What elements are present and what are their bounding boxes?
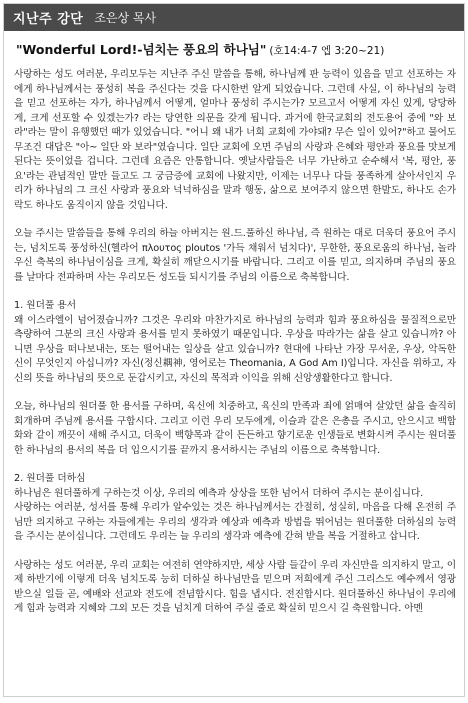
- pastor-name: 조은상 목사: [94, 11, 157, 25]
- section-heading-forgiveness: 1. 원더풀 용서: [14, 300, 76, 311]
- sermon-body: [14, 68, 456, 617]
- paragraph-intro: 사랑하는 성도 여러분, 우리모두는 지난주 주신 말씀을 통해, 하나님께 판 능력이 있음을 믿고 선포하는 자에게 하나님께서는 풍성히 복을 주신다는 것을 다시한번 알게 되었습니다. 그런데 사실, 이 하나님의 능력을 믿고 선포하는 자가, 하나님께서 어떻게, 얼마나 풍성히 주시는가? 모르고서 어떻게 자신 있게, 당당하게, 크게 선포할 수 있겠는가? 라는 당연한 의문을 갖게 됩니다. 과거에 한국교회의 전도용어 중에 "와 보라"라는 말이 유행했던 때가 있었습니다. "어니 왜 내가 너희 교회에 가야돼? 무슨 일이 있어?"하고 물어도 무조건 대답은 "아~ 일단 와 보라"였습니다. 일단 교회에 오면 주님의 사랑과 은혜와 평안과 풍요를 맛보게 된다는 뜻이었을 겁니다. 그런데 요즘은 안통합니다. 옛날사람들은 너무 가난하고 순수해서 '복, 평안, 풍요'라는 관념적인 말만 들고도 그 궁금증에 교회에 나왔지만, 이제는 너무나 다들 풍족하게 살아서인지 우리가 하나님의 그 크신 사랑과 풍요와 넉넉하심을 말과 행동, 삶으로 보여주지 않으면 한발도, 하나도 손가락도 하나도 움직이지 않을 것입니다.: [14, 69, 456, 211]
- sermon-page: [3, 3, 465, 697]
- paragraph-abundance-intro: 하나님은 원더풀하게 구하는것 이상, 우리의 예측과 상상을 또한 넘어서 더하여 주시는 분이십니다.: [14, 487, 424, 499]
- scripture-reference: (호14:4-7 엡 3:20~21): [269, 45, 385, 57]
- sermon-title-text: "Wonderful Lord!-넘치는 풍요의 하나님": [16, 42, 267, 57]
- paragraph-message: 오늘 주시는 말씀들을 통해 우리의 하늘 아버지는 원.드.풀하신 하나님, 즉 원하는 대로 더욱더 풍요어 주시는, 넘치도록 풍성하신(헬라어 πλουτος ploutos '가득 채워서 넘치다)', 무한한, 풍요로움의 하나님, 놀라우신 축복의 하나님이심을 크게, 확실히 깨닫으시기를 바랍니다. 그리고 이를 믿고, 의지하며 주님의 풍요를 날마다 전파하며 사는 우리모든 성도들 되시기를 주님의 이름으로 축복합니다.: [14, 228, 456, 283]
- paragraph-repentance: 오늘, 하나님의 원더풀 한 용서를 구하며, 육신에 치중하고, 육신의 만족과 죄에 얽매여 살았던 삶을 솔직히 회개하며 주님께 용서를 구합시다. 그리고 이런 우리 모두에게, 이슬과 같은 은총을 주시고, 안으시고 백합화와 같이 깨끗이 새해 주시고, 더욱이 백향목과 같이 든든하고 향기로운 인생들로 변화시켜 주시는 원더풀 한 하나님의 용서의 복을 더 입으시기를 끝까지 용서하시는 주님의 이름으로 축복합니다.: [14, 401, 456, 456]
- header-bar: [4, 4, 464, 31]
- section-title: 지난주 강단: [13, 12, 84, 27]
- section-heading-abundance: 2. 원더풀 더하심: [14, 473, 86, 484]
- paragraph-closing: 사랑하는 성도 여러분, 우리 교회는 여전히 연약하지만, 세상 사람 들같이 우리 자신만을 의지하지 말고, 이제 하반기에 이렇게 더욱 넘치도록 능히 더하실 하나님만을 믿으며 저희에게 주신 그리스도 예수께서 영광 받으실 일들 곧, 예배와 선교와 전도에 전념합시다. 힘을 냅시다. 전진합시다. 원더풀하신 하나님이 우리에게 힘과 능력과 지혜와 그외 모든 것을 넘치게 더하여 주실 줄로 확실히 믿으시 길 축원합니다. 아멘: [14, 559, 456, 614]
- paragraph-scripture-lesson: 사랑하는 여러분, 성서를 통해 우리가 알수있는 것은 하나님께서는 간절히, 성실히, 마음을 다해 온전히 주님만 의지하고 구하는 자들에게는 우리의 생각과 예상과 예측과 방법을 뛰어넘는 원더풀한 더하심의 능력을 주시는 분이십니다. 그런데도 우리는 늘 우리의 생각과 예측에 갇혀 받을 복을 거절하고 삽니다.: [14, 502, 456, 542]
- sermon-title: [16, 40, 454, 58]
- paragraph-idolatry: 왜 이스라엘이 넘어졌습니까? 그것은 우리와 마찬가지로 하나님의 능력과 힘과 풍요하심을 물질적으로만 측량하여 그분의 크신 사랑과 용서를 믿지 못하였기 때문입니다. 우상을 따라가는 삶을 살고 있습니까? 아니면 우상을 떠나보내는, 또는 떨어내는 일상을 살고 있습니까? 현대에 나타난 가장 무서운, 우상, 악독한 신이 무엇인지 아십니까? 자신(정신耦神, 영어로는 Theomania, A God Am I)입니다. 자신을 위하고, 자신의 뜻을 하나님의 뜻으로 둔갑시키고, 자신의 목적과 이익을 위해 신앙생활한다고 합니다.: [14, 314, 456, 384]
